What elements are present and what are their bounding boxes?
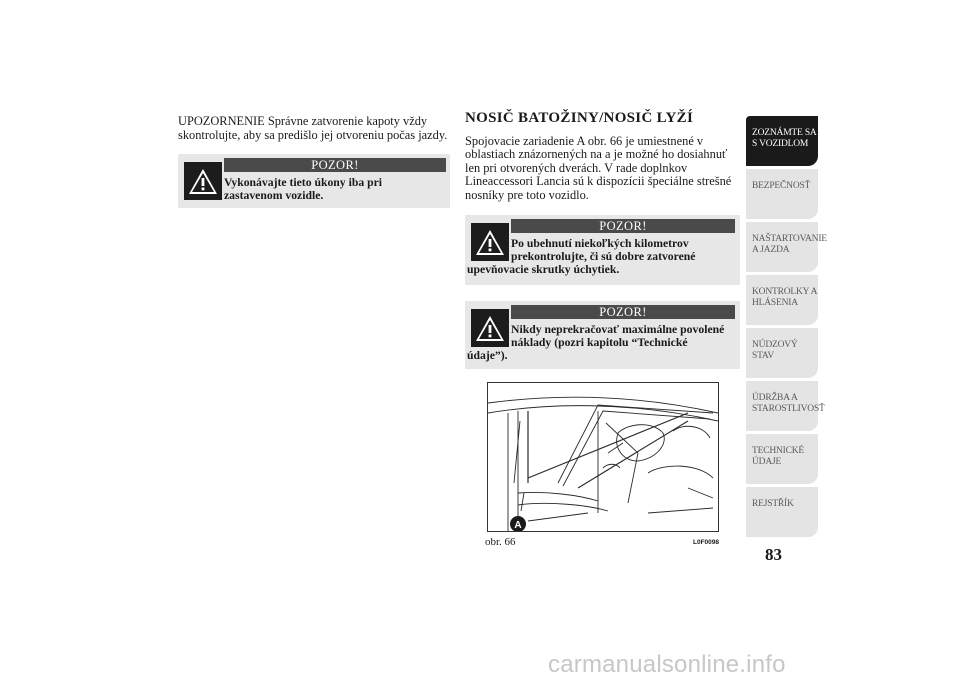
left-column [178,114,450,208]
warning-triangle-icon [184,162,222,200]
page-number: 83 [765,545,782,564]
marker-a-label: A [514,520,522,531]
figure-car-door [487,382,719,532]
warning-triangle-icon [471,223,509,261]
warning-title: POZOR! [511,305,735,319]
warning-line-1: Nikdy neprekračovať maximálne povolené [511,323,725,337]
warning-title: POZOR! [224,158,446,172]
tab-zoznamte-sa[interactable]: ZOZNÁMTE SA S VOZIDLOM [746,116,818,166]
warning-line-3: údaje”). [467,349,508,363]
chapter-tabs [746,116,827,540]
tab-nastartovanie[interactable]: NAŠTARTOVANIE A JAZDA [746,222,818,272]
tab-kontrolky[interactable]: KONTROLKY A HLÁSENIA [746,275,818,325]
tab-rejstrik[interactable]: REJSTŘÍK [746,487,818,537]
tab-technicke-udaje[interactable]: TECHNICKÉ ÚDAJE [746,434,818,484]
hood-note: UPOZORNENIE Správne zatvorenie kapoty vždy skontrolujte, aby sa predišlo jej otvoreniu počas jazdy. [178,114,448,142]
warning-title: POZOR! [511,219,735,233]
warning-triangle-icon [471,309,509,347]
warning-box-2 [465,301,740,369]
tab-udrzba[interactable]: ÚDRŽBA A STAROSTLIVOSŤ [746,381,818,431]
warning-line-3: upevňovacie skrutky úchytiek. [467,263,620,277]
tab-nudzovy-stav[interactable]: NÚDZOVÝ STAV [746,328,818,378]
section-heading: NOSIČ BATOŽINY/NOSIČ LYŽÍ [465,110,694,126]
warning-line-2: náklady (pozri kapitolu “Technické [511,336,688,350]
warning-line-1: Po ubehnutí niekoľkých kilometrov [511,237,689,251]
car-door-illustration [488,383,718,531]
warning-box-left [178,154,450,208]
figure-caption: obr. 66 [485,536,516,548]
right-column [465,109,740,369]
warning-text: Vykonávajte tieto úkony iba pri zastavenom vozidle. [224,176,383,202]
warning-box-1 [465,215,740,285]
figure-code: L0F0098 [693,539,720,546]
section-paragraph: Spojovacie zariadenie A obr. 66 je umiestnené v oblastiach znázornených na a je možné ho dosiahnuť len pri otvorených dverách. V rade doplnkov Lineaccessori Lancia sú k dispozícii špeciálne strešné nosníky pre toto vozidlo. [465,134,732,202]
footer-watermark: carmanualsonline.info [548,651,786,678]
warning-line-2: prekontrolujte, či sú dobre zatvorené [511,250,696,264]
tab-bezpecnost[interactable]: BEZPEČNOSŤ [746,169,818,219]
